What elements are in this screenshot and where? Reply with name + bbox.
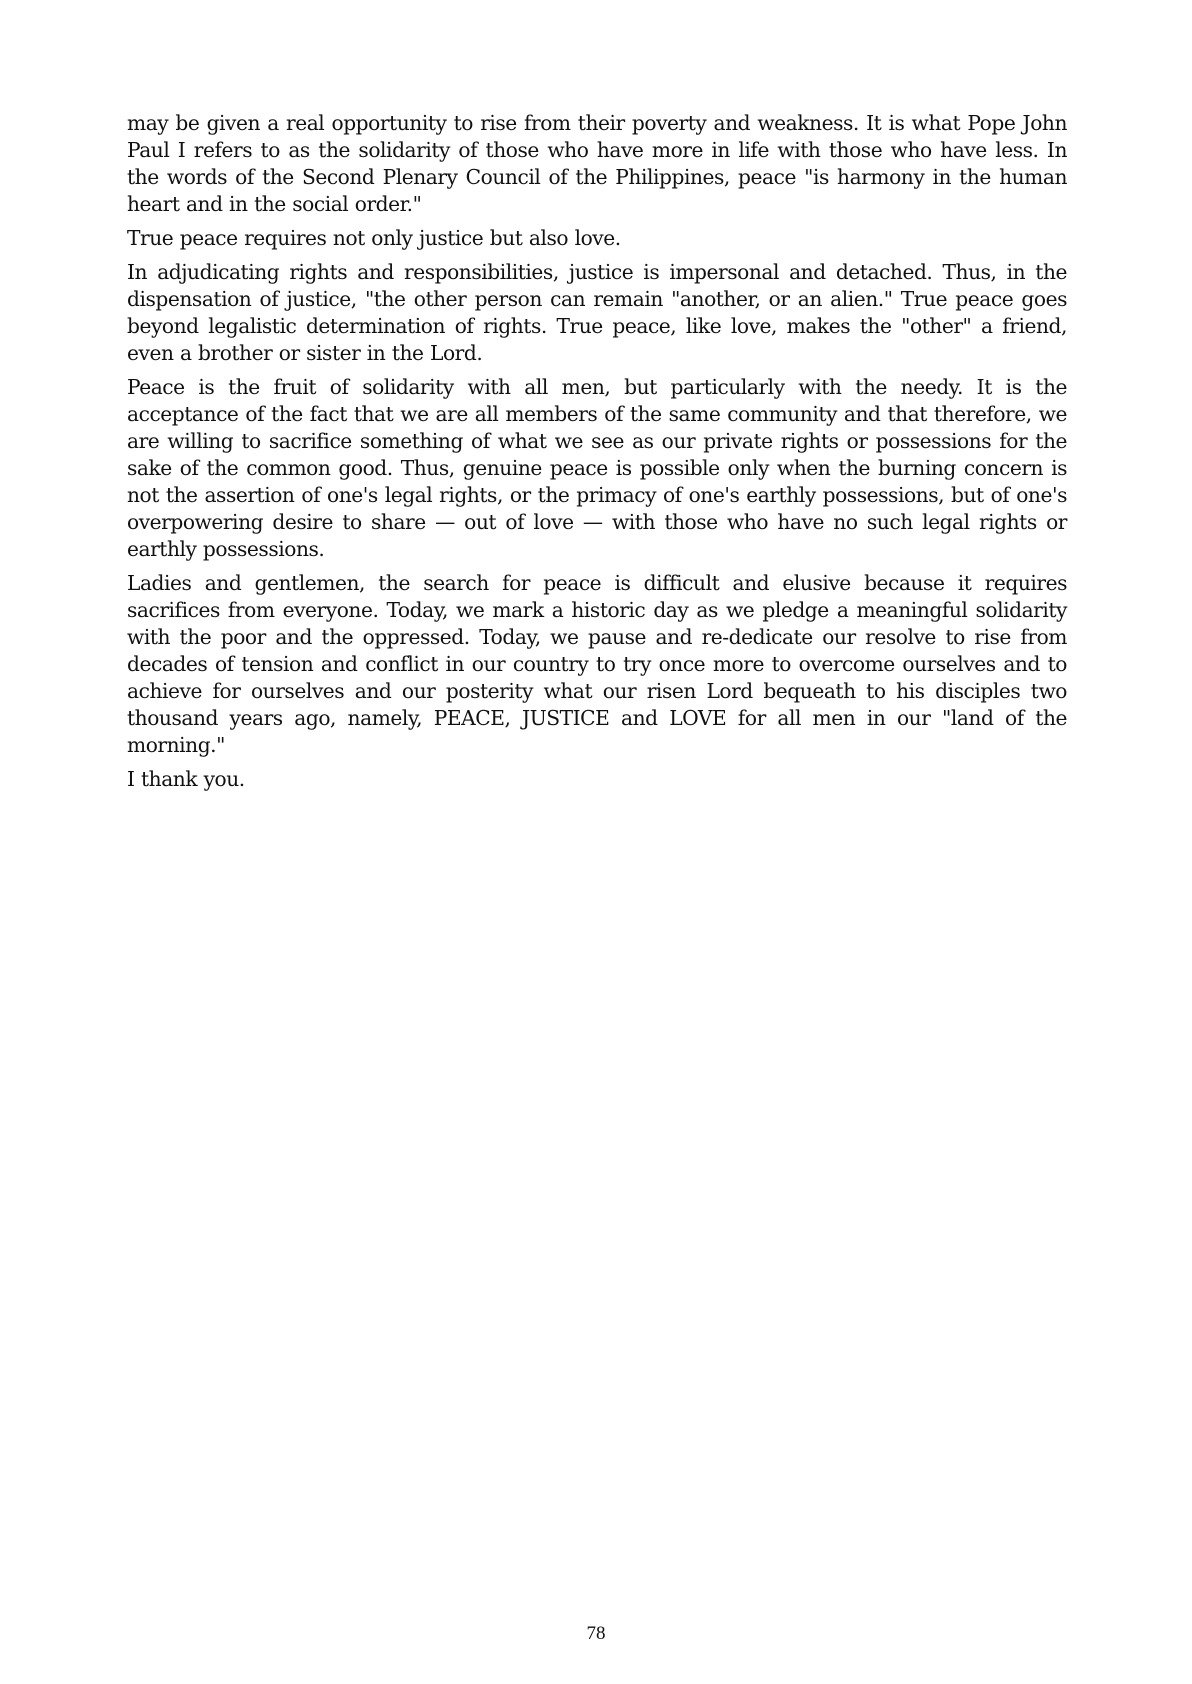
paragraph-justice-and-love: True peace requires not only justice but also love. (127, 226, 621, 250)
paragraph-search-for-peace: Ladies and gentlemen, the search for peace is difficult and elusive because it requires sacrifices from everyone. Today, we mark a historic day as we pledge a meaningful solidarity with the poor and the oppressed. Today, we pause and re-dedicate our resolve to rise from decades of tension and conflict in our country to try once more to overcome ourselves and to achieve for ourselves and our posterity what our risen Lord bequeath to his disciples two thousand years ago, namely, PEACE, JUSTICE and LOVE for all men in our "land of the morning." (127, 571, 1067, 757)
paragraph-closing: I thank you. (127, 767, 245, 791)
document-body (127, 110, 1067, 800)
page-number: 78 (586, 1623, 606, 1644)
paragraph-fruit-of-solidarity: Peace is the fruit of solidarity with all men, but particularly with the needy. It is the acceptance of the fact that we are all members of the same community and that therefore, we are willing to sacrifice something of what we see as our private rights or possessions for the sake of the common good. Thus, genuine peace is possible only when the burning concern is not the assertion of one's legal rights, or the primacy of one's earthly possessions, but of one's overpowering desire to share — out of love — with those who have no such legal rights or earthly possessions. (127, 375, 1067, 561)
paragraph-solidarity-intro: may be given a real opportunity to rise from their poverty and weakness. It is what Pope John Paul I refers to as the solidarity of those who have more in life with those who have less. In the words of the Second Plenary Council of the Philippines, peace "is harmony in the human heart and in the social order." (127, 111, 1067, 216)
paragraph-adjudicating-rights: In adjudicating rights and responsibilities, justice is impersonal and detached. Thus, in the dispensation of justice, "the other person can remain "another, or an alien." True peace goes beyond legalistic determination of rights. True peace, like love, makes the "other" a friend, even a brother or sister in the Lord. (127, 260, 1067, 365)
